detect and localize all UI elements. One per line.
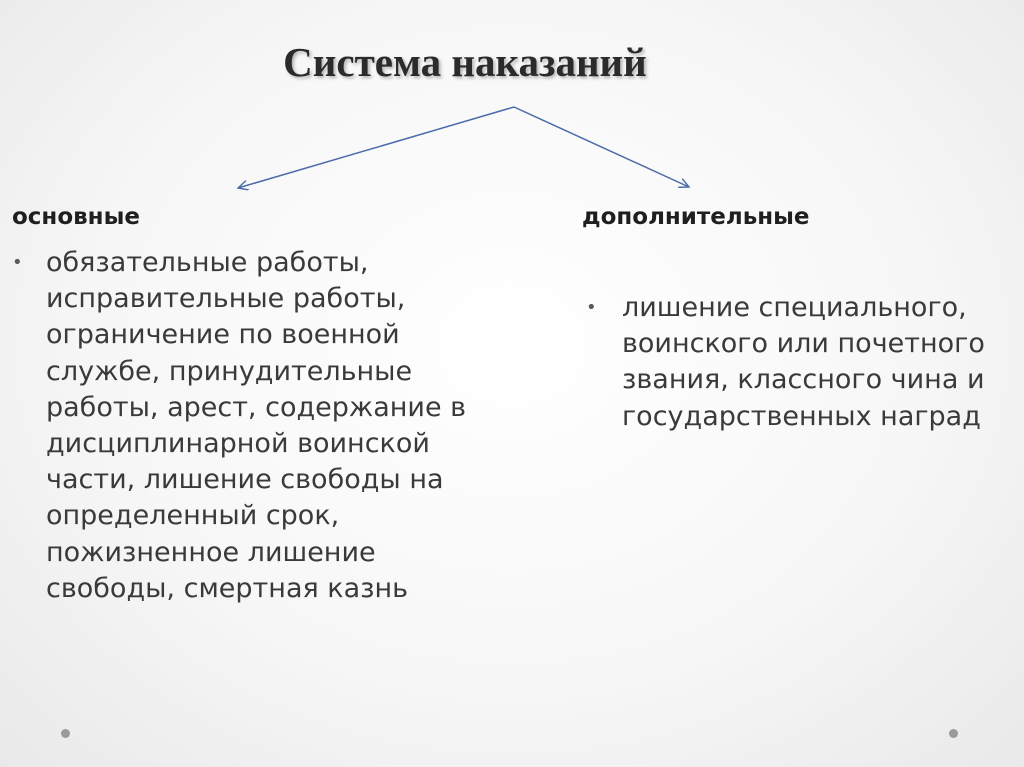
list-item-additional [586, 290, 1016, 435]
heading-main-punishments: основные [12, 204, 140, 230]
bullet-icon: • [12, 252, 23, 273]
main-punishments-text: обязательные работы, исправительные работы, ограничение по военной службе, принудительные работы, арест, содержание в дисциплинарной воинской части, лишение свободы на определенный срок, пожизненное лишение свободы, смертная казнь [46, 247, 467, 604]
heading-additional-punishments: дополнительные [582, 204, 810, 230]
list-item-main [12, 245, 482, 607]
bullet-icon: • [586, 297, 597, 318]
decorative-dot-right [949, 729, 958, 738]
page-title: Система наказаний [283, 39, 647, 85]
arrow-to-extra [514, 107, 689, 187]
arrow-to-main [238, 107, 514, 188]
additional-punishments-text: лишение специального, воинского или почетного звания, классного чина и государственных наград [622, 292, 985, 432]
decorative-dot-left [61, 729, 70, 738]
